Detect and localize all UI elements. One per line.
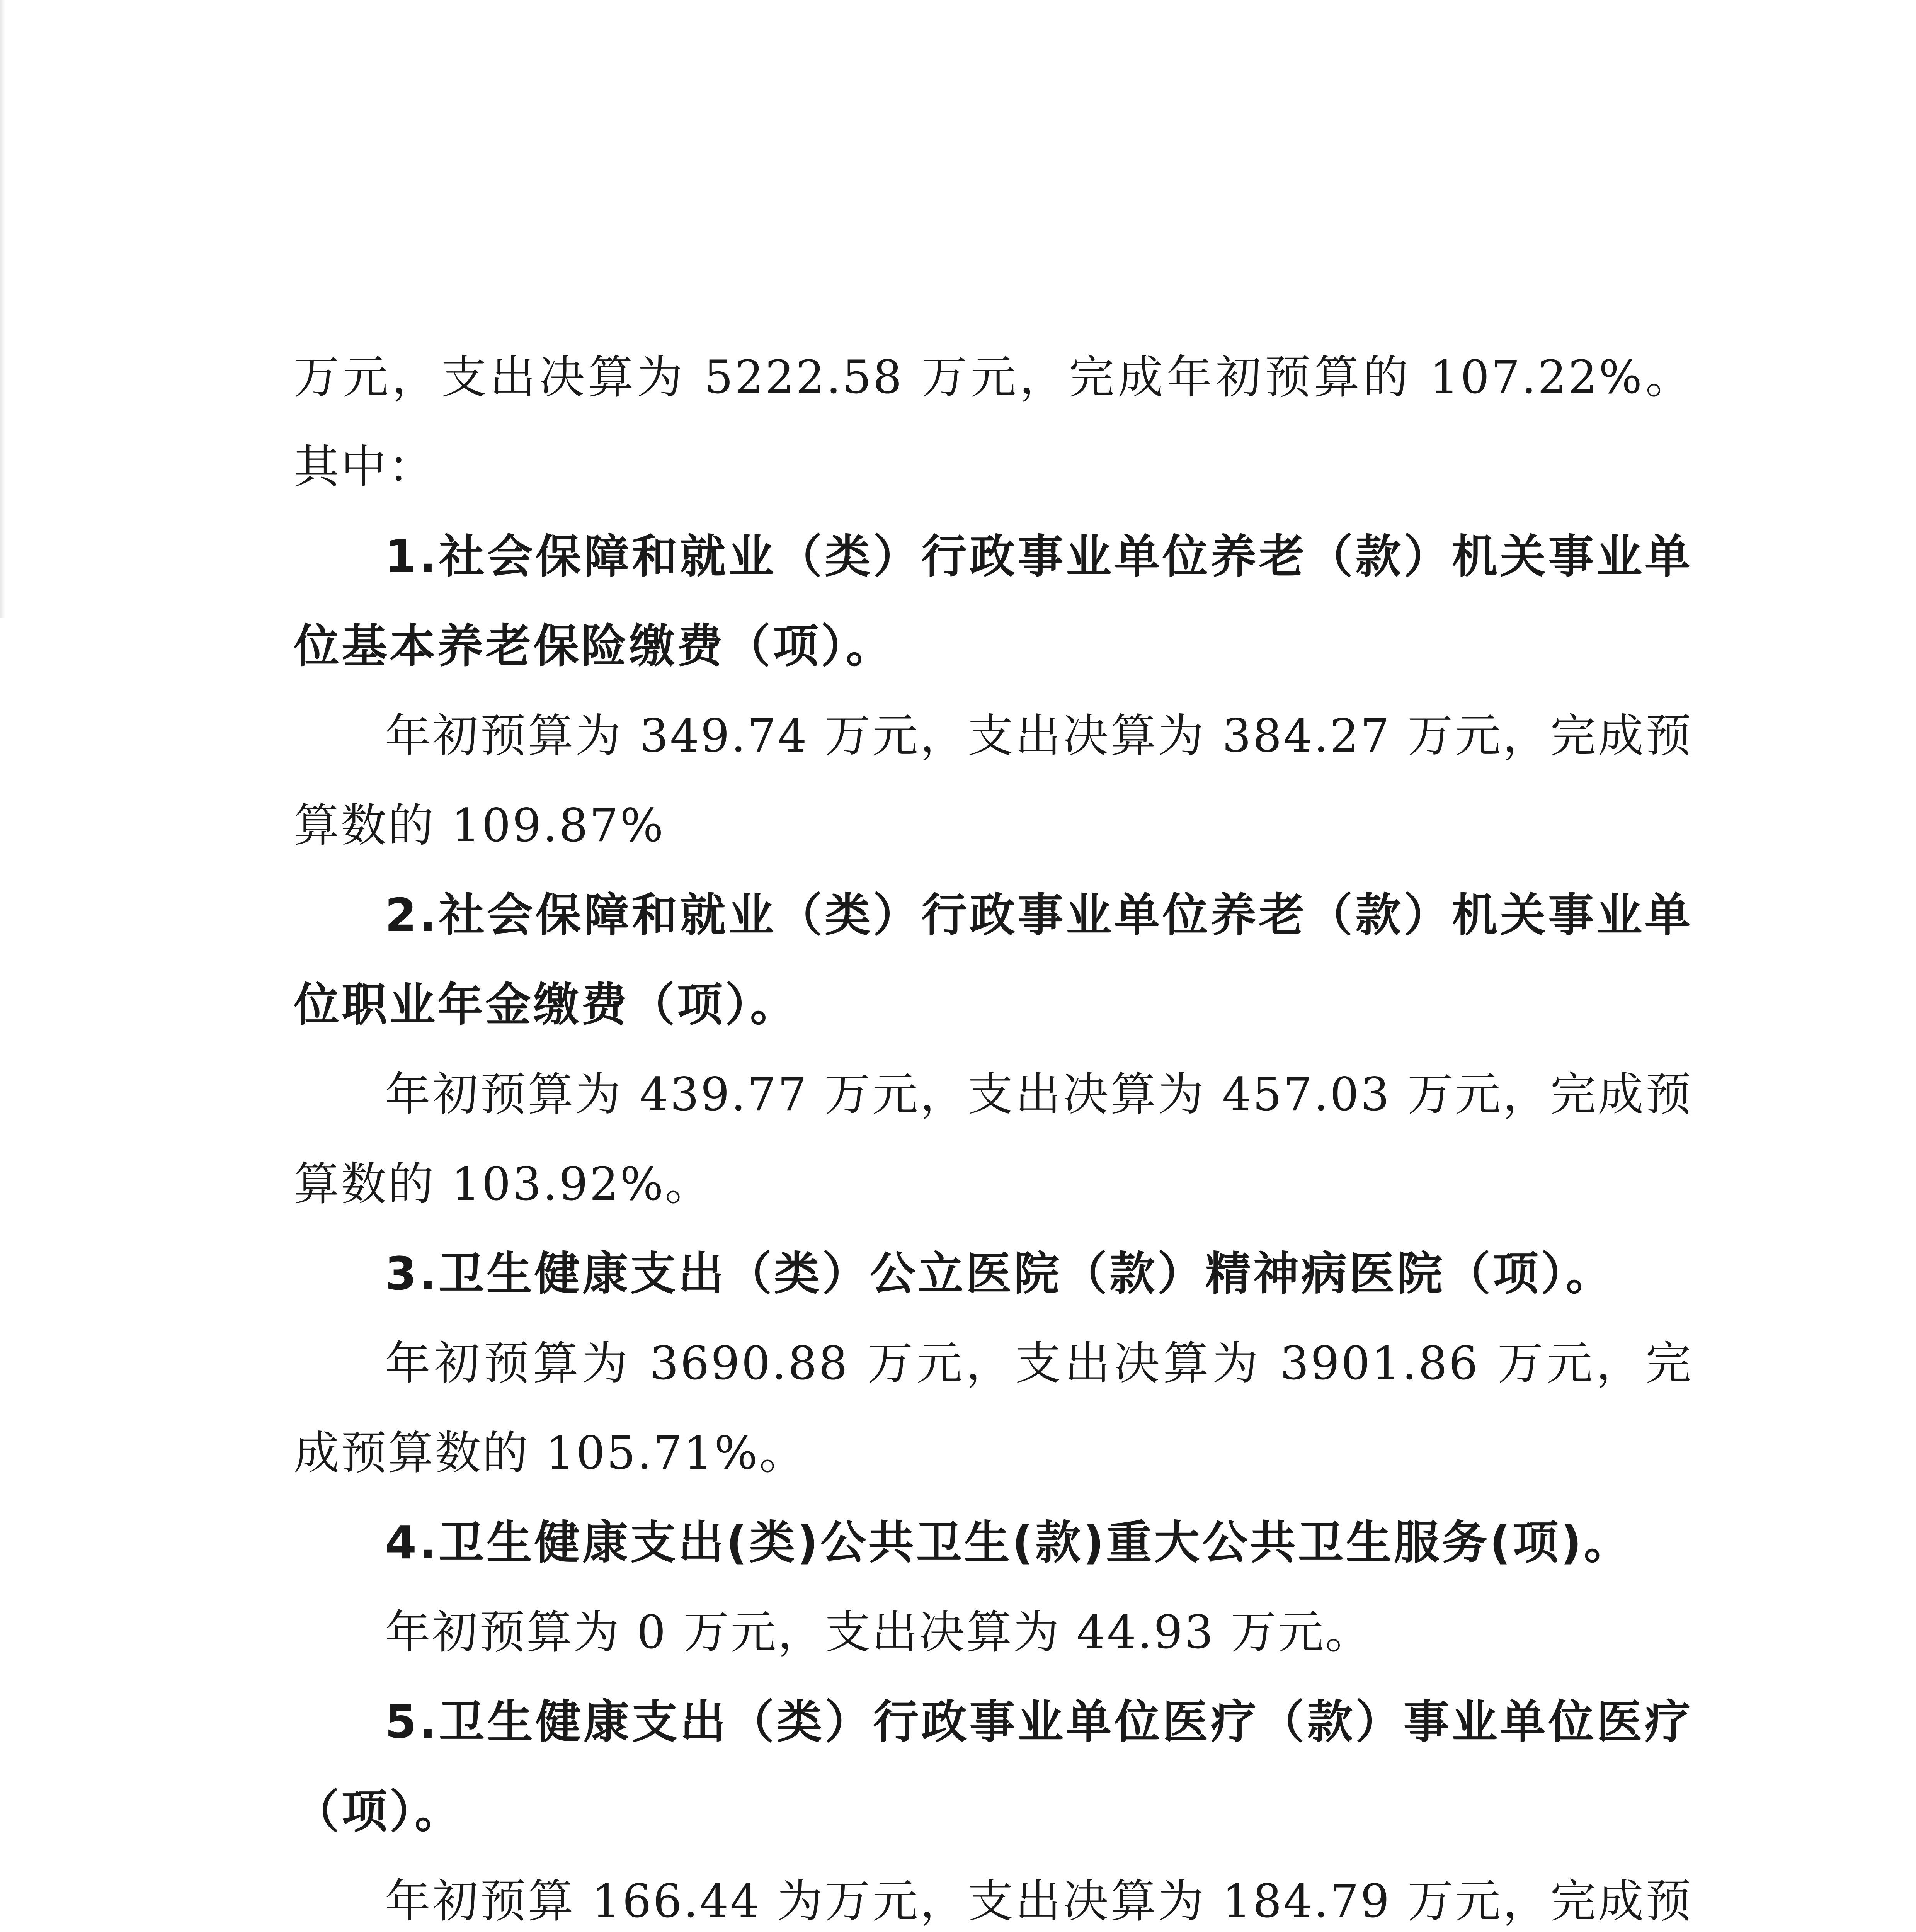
section-heading-2: 2.社会保障和就业（类）行政事业单位养老（款）机关事业单位职业年金缴费（项）。 [294, 888, 1693, 1031]
section-body-3: 年初预算为 3690.88 万元，支出决算为 3901.86 万元，完成预算数的 105.71%。 [294, 1337, 1693, 1480]
scan-edge-shadow [0, 0, 5, 618]
section-body-2: 年初预算为 439.77 万元，支出决算为 457.03 万元，完成预算数的 103.92%。 [294, 1068, 1693, 1211]
section-heading-1: 1.社会保障和就业（类）行政事业单位养老（款）机关事业单位基本养老保险缴费（项）。 [294, 530, 1693, 673]
document-body [294, 332, 1693, 1932]
section-heading-3: 3.卫生健康支出（类）公立医院（款）精神病医院（项）。 [385, 1247, 1614, 1300]
section-body-5: 年初预算 166.44 为万元，支出决算为 184.79 万元，完成预 [385, 1874, 1693, 1928]
section-heading-5: 5.卫生健康支出（类）行政事业单位医疗（款）事业单位医疗（项）。 [294, 1695, 1693, 1838]
section-body-1: 年初预算为 349.74 万元，支出决算为 384.27 万元，完成预算数的 109.87% [294, 709, 1693, 852]
section-heading-4: 4.卫生健康支出(类)公共卫生(款)重大公共卫生服务(项)。 [385, 1516, 1632, 1569]
paragraph-intro-continuation: 万元，支出决算为 5222.58 万元，完成年初预算的 107.22%。其中： [294, 350, 1693, 493]
section-body-4: 年初预算为 0 万元，支出决算为 44.93 万元。 [385, 1605, 1372, 1659]
